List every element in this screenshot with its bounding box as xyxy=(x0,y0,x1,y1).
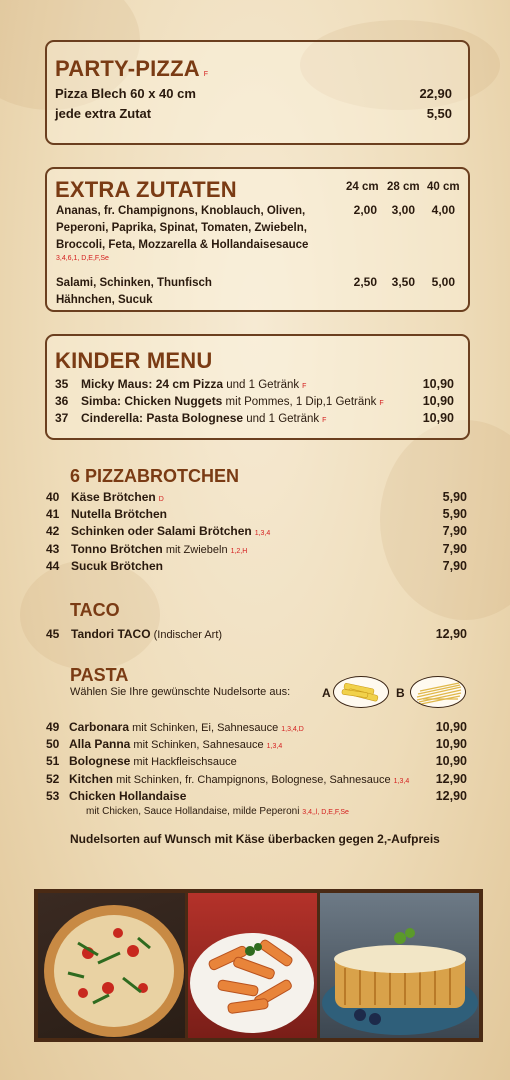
pasta-penne-photo xyxy=(188,893,317,1038)
item-number: 43 xyxy=(46,541,60,556)
allergen-note: D xyxy=(158,496,164,503)
item-name: Nutella Brötchen xyxy=(71,507,168,522)
item-description: mit Pommes, 1 Dip,1 Getränk xyxy=(222,396,377,408)
item-description: mit Schinken, Sahnesauce xyxy=(130,739,264,752)
food-photo-strip xyxy=(34,889,483,1042)
taco-heading: TACO xyxy=(70,600,120,620)
allergen-note: F xyxy=(379,400,384,407)
item-price: 5,90 xyxy=(442,507,467,522)
extra-zutaten-heading: EXTRA ZUTATEN xyxy=(55,177,237,202)
item-53-desc-text: mit Chicken, Sauce Hollandaise, milde Peperoni xyxy=(86,806,300,817)
party-row-label: jede extra Zutat xyxy=(55,106,152,121)
item-number: 51 xyxy=(46,754,60,769)
kinder-menu-box xyxy=(45,334,470,440)
item-number: 53 xyxy=(46,788,60,803)
item-name: Bolognese xyxy=(69,754,131,769)
item-price: 10,90 xyxy=(422,411,454,425)
extras-price: 5,00 xyxy=(431,275,455,289)
menu-item xyxy=(81,394,384,408)
penne-option-icon[interactable] xyxy=(333,676,389,708)
item-description: mit Zwiebeln xyxy=(162,543,228,556)
item-name: Tandori TACO xyxy=(71,627,151,641)
party-row-price: 22,90 xyxy=(419,86,452,101)
item-number: 52 xyxy=(46,771,60,786)
menu-item xyxy=(69,789,186,803)
party-row-price: 5,50 xyxy=(426,106,452,121)
item-number: 35 xyxy=(55,377,69,391)
extras-group2 xyxy=(56,275,212,309)
item-name: Schinken oder Salami Brötchen xyxy=(71,524,252,539)
item-name: Simba: Chicken Nuggets xyxy=(81,394,223,408)
extras-line: Peperoni, Paprika, Spinat, Tomaten, Zwiebeln, xyxy=(56,222,307,234)
size-header: 28 cm xyxy=(387,181,420,193)
item-price: 10,90 xyxy=(422,394,454,408)
menu-item xyxy=(71,507,167,521)
extras-line: Broccoli, Feta, Mozzarella & Hollandaisesauce xyxy=(56,239,309,251)
pasta-gratin-photo xyxy=(320,893,479,1038)
menu-item xyxy=(69,720,304,734)
item-name: Carbonara xyxy=(69,720,130,734)
extras-line: Ananas, fr. Champignons, Knoblauch, Oliven, xyxy=(56,205,306,217)
menu-item xyxy=(71,524,270,538)
item-description: und 1 Getränk xyxy=(223,379,300,391)
item-description: (Indischer Art) xyxy=(150,629,223,641)
item-number: 40 xyxy=(46,490,60,504)
menu-item xyxy=(71,490,164,504)
party-row-label: Pizza Blech 60 x 40 cm xyxy=(55,86,196,101)
item-description: mit Schinken, Ei, Sahnesauce xyxy=(129,722,279,734)
item-price: 5,90 xyxy=(442,490,467,504)
item-name: Micky Maus: 24 cm Pizza xyxy=(81,377,224,391)
item-number: 49 xyxy=(46,720,60,734)
item-price: 10,90 xyxy=(435,754,467,769)
gratin-dish-image xyxy=(320,893,479,1038)
spaghetti-pasta-icon xyxy=(411,677,466,708)
extras-group1 xyxy=(56,203,308,263)
extra-zutaten-box xyxy=(45,167,470,312)
allergen-note: 1,3,4 xyxy=(393,777,410,785)
item-price: 12,90 xyxy=(435,788,467,803)
pasta-footer-note: Nudelsorten auf Wunsch mit Käse überbacken gegen 2,-Aufpreis xyxy=(70,832,440,846)
item-description: mit Schinken, fr. Champignons, Bolognese, Sahnesauce xyxy=(113,773,391,786)
size-header: 24 cm xyxy=(346,181,379,193)
item-number: 44 xyxy=(46,558,60,573)
item-price: 12,90 xyxy=(435,627,467,641)
pasta-choose-text: Wählen Sie Ihre gewünschte Nudelsorte aus: xyxy=(70,686,291,698)
item-price: 7,90 xyxy=(442,558,467,573)
pizzabrotchen-heading: 6 PIZZABROTCHEN xyxy=(70,466,240,486)
item-number: 37 xyxy=(55,411,69,425)
allergen-note: 3,4,,l, D,E,F,Se xyxy=(302,809,349,816)
menu-item xyxy=(71,627,222,641)
menu-item xyxy=(71,542,247,556)
allergen-note: F xyxy=(302,383,307,390)
item-name: Kitchen xyxy=(69,771,114,786)
item-name: Cinderella: Pasta Bolognese xyxy=(81,411,244,425)
menu-item xyxy=(69,772,409,786)
allergen-note: 1,3,4 xyxy=(266,743,283,751)
pasta-option-a-label: A xyxy=(322,686,331,700)
menu-item xyxy=(69,737,282,751)
extras-price: 3,00 xyxy=(391,203,415,217)
item-price: 10,90 xyxy=(422,377,454,391)
item-name: Sucuk Brötchen xyxy=(71,558,164,573)
item-name: Tonno Brötchen xyxy=(71,541,163,556)
item-number: 36 xyxy=(55,394,69,408)
item-53-description xyxy=(86,806,349,817)
party-pizza-title xyxy=(55,56,208,82)
pizza-photo xyxy=(38,893,185,1038)
party-pizza-heading: PARTY-PIZZA xyxy=(55,56,200,81)
pizza-image xyxy=(38,893,185,1038)
extras-price: 2,00 xyxy=(353,203,377,217)
allergen-note: 1,2,H xyxy=(230,547,248,555)
item-price: 12,90 xyxy=(435,771,467,786)
item-number: 45 xyxy=(46,627,60,641)
item-number: 50 xyxy=(46,737,60,752)
kinder-menu-heading: KINDER MENU xyxy=(55,348,213,373)
penne-pasta-icon xyxy=(334,677,389,708)
item-name: Alla Panna xyxy=(69,737,131,752)
extras-line: Hähnchen, Sucuk xyxy=(56,294,153,306)
extras-price: 2,50 xyxy=(353,275,377,289)
item-price: 7,90 xyxy=(442,524,467,539)
allergen-note: 1,3,4,D xyxy=(281,726,304,733)
pasta-option-b-label: B xyxy=(396,686,405,700)
party-pizza-box xyxy=(45,40,470,145)
allergen-note: 3,4,6,1, D,E,F,Se xyxy=(56,255,109,262)
item-price: 10,90 xyxy=(435,737,467,752)
item-name: Chicken Hollandaise xyxy=(69,788,187,803)
menu-item xyxy=(71,559,163,573)
menu-item xyxy=(81,377,306,391)
allergen-note: 1,3,4 xyxy=(254,530,271,538)
size-header: 40 cm xyxy=(427,181,460,193)
menu-item xyxy=(81,411,326,425)
extras-price: 3,50 xyxy=(391,275,415,289)
menu-item xyxy=(69,754,237,768)
penne-dish-image xyxy=(188,893,317,1038)
item-price: 10,90 xyxy=(435,720,467,734)
extras-price: 4,00 xyxy=(431,203,455,217)
item-number: 41 xyxy=(46,507,60,522)
item-price: 7,90 xyxy=(442,541,467,556)
spaghetti-option-icon[interactable] xyxy=(410,676,466,708)
item-description: mit Hackfleischsauce xyxy=(130,756,237,769)
allergen-note: F xyxy=(203,71,209,78)
item-number: 42 xyxy=(46,524,60,539)
pasta-heading: PASTA xyxy=(70,665,129,685)
item-description: und 1 Getränk xyxy=(243,413,320,425)
item-name: Käse Brötchen xyxy=(71,490,156,504)
extras-line: Salami, Schinken, Thunfisch xyxy=(56,277,212,289)
allergen-note: F xyxy=(322,417,327,424)
